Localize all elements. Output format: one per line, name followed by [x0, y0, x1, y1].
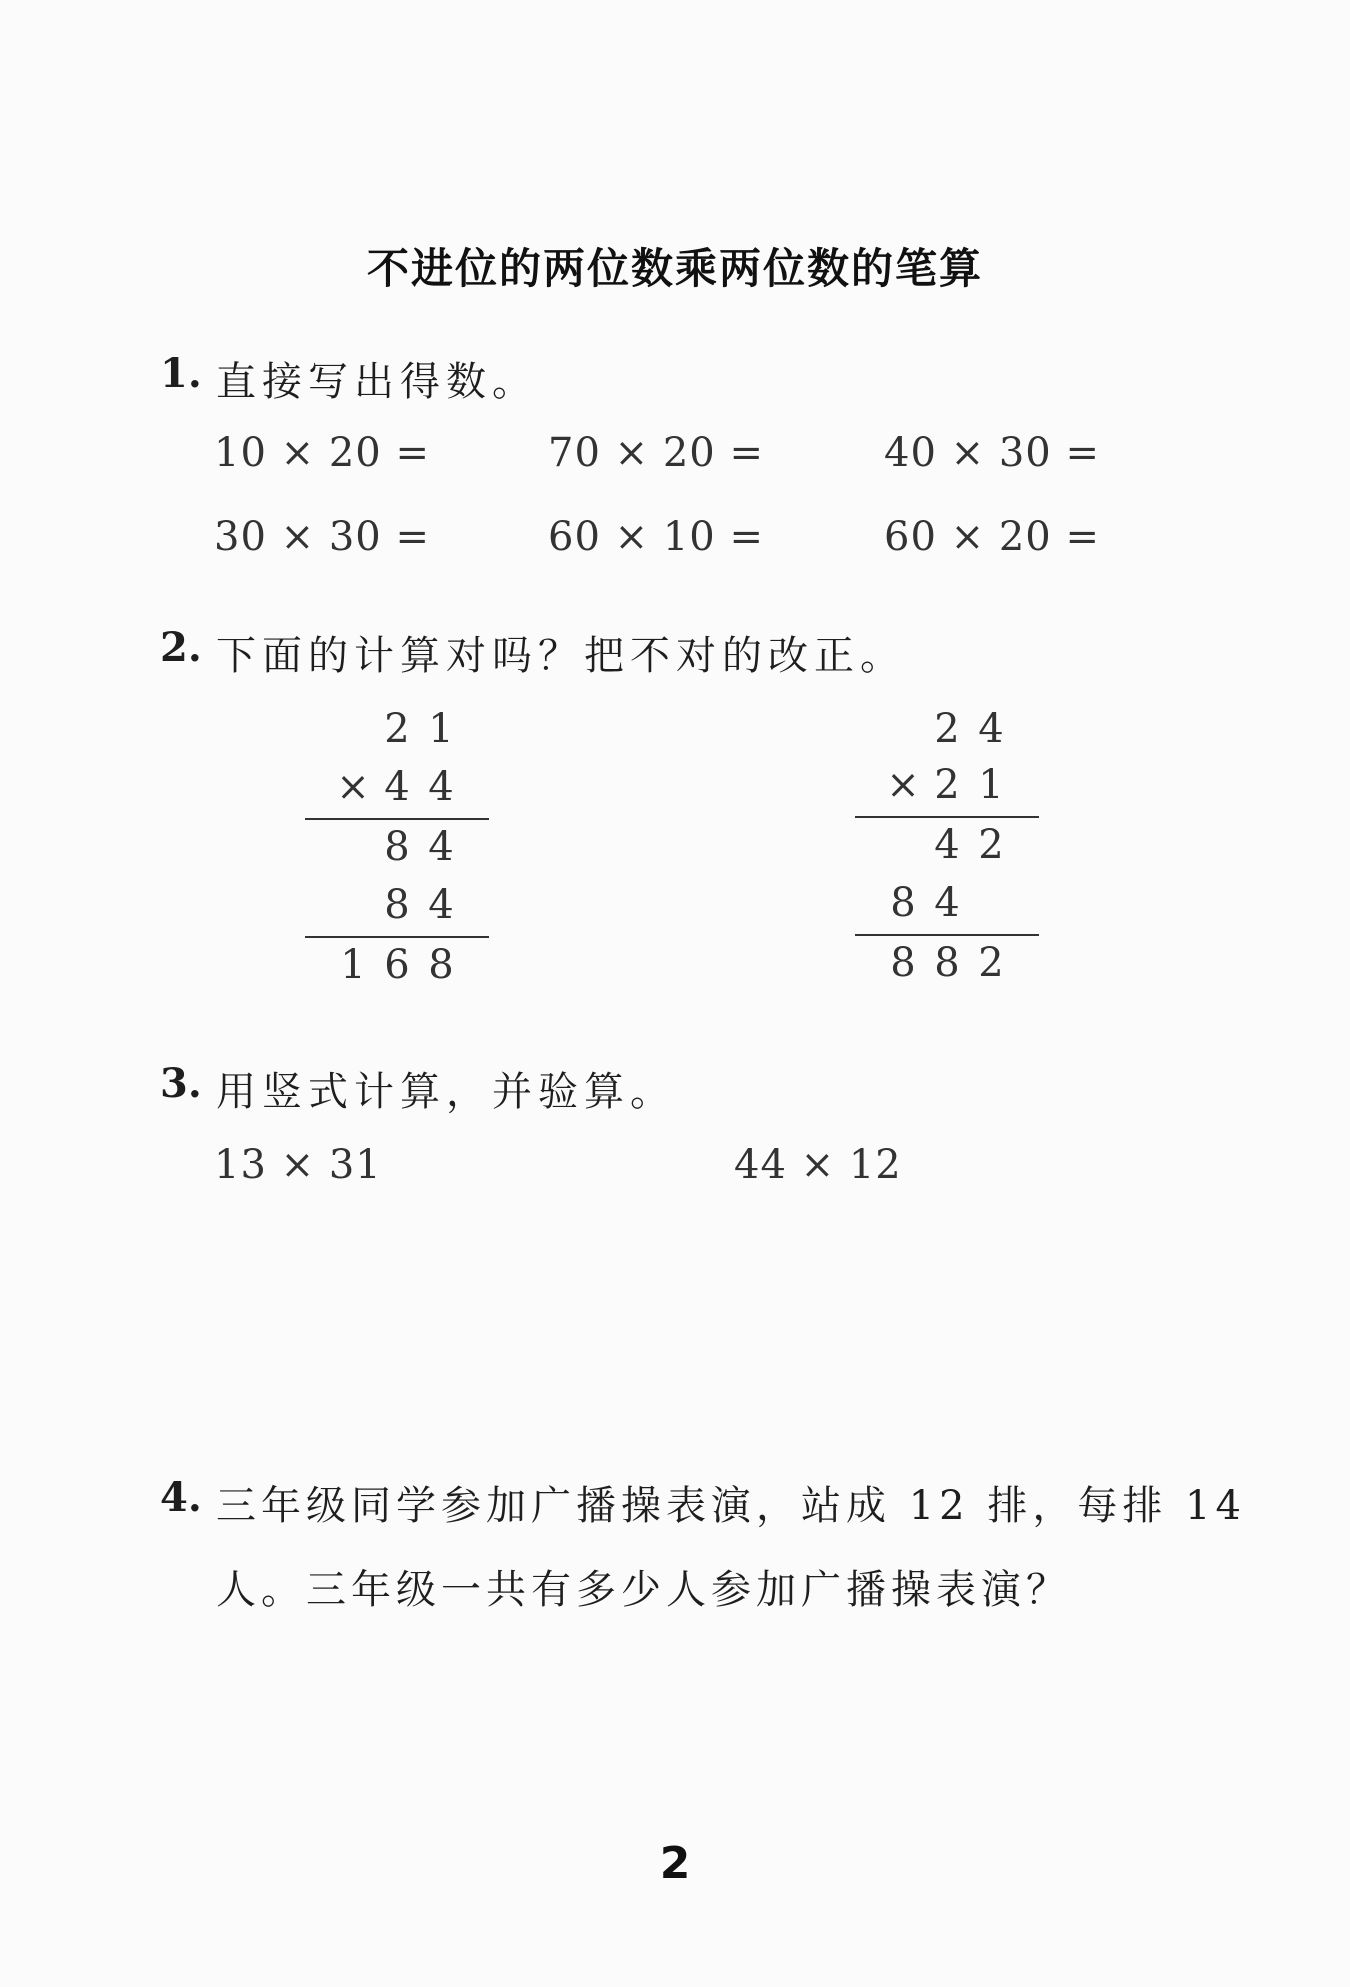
calc-a-digit: 1	[428, 706, 454, 752]
calc-a-rule-2	[305, 936, 489, 938]
question-1-prompt: 直接写出得数。	[216, 359, 538, 405]
calc-b-digit: 2	[934, 706, 960, 752]
question-1-number: 1.	[160, 350, 202, 397]
q1-expression-3: 40 × 30 =	[884, 430, 1100, 476]
calc-a-multiplicand-row	[305, 706, 495, 756]
calc-a-multiplier-row	[305, 764, 495, 814]
calc-a-digit: 4	[428, 764, 454, 810]
calc-b-digit: 2	[978, 940, 1004, 986]
calc-a-partial1-row	[305, 824, 495, 874]
calc-a-partial2-row	[305, 882, 495, 932]
times-sign: ×	[336, 764, 370, 810]
calc-b-rule-2	[855, 934, 1039, 936]
q1-expression-1: 10 × 20 =	[214, 430, 430, 476]
page-number: 2	[659, 1838, 691, 1889]
question-2-prompt: 下面的计算对吗？把不对的改正。	[216, 633, 906, 679]
calc-b-multiplier-row	[855, 762, 1045, 812]
calc-a-digit: 8	[384, 824, 410, 870]
calc-b-multiplicand-row	[855, 706, 1045, 756]
calc-b-digit: 4	[934, 822, 960, 868]
q3-expression-2: 44 × 12	[734, 1142, 902, 1188]
calc-a-digit: 2	[384, 706, 410, 752]
question-2-number: 2.	[160, 624, 202, 671]
calc-a-digit: 8	[384, 882, 410, 928]
calc-b-partial2-row	[855, 880, 1045, 930]
calc-b-digit: 4	[934, 880, 960, 926]
calc-a-digit: 4	[384, 764, 410, 810]
calc-b-digit: 1	[978, 762, 1004, 808]
calc-b-rule-1	[855, 816, 1039, 818]
calc-a-result-row	[305, 942, 495, 992]
question-4-line-1: 三年级同学参加广播操表演，站成 12 排，每排 14	[216, 1483, 1246, 1529]
q1-expression-5: 60 × 10 =	[548, 514, 764, 560]
calc-b-digit: 2	[934, 762, 960, 808]
q1-expression-4: 30 × 30 =	[214, 514, 430, 560]
calc-b-digit: 8	[934, 940, 960, 986]
calc-b-digit: 2	[978, 822, 1004, 868]
calc-b-result-row	[855, 940, 1045, 990]
question-4-line-2: 人。三年级一共有多少人参加广播操表演？	[216, 1567, 1071, 1613]
question-4-number: 4.	[160, 1474, 202, 1521]
calc-a-digit: 8	[428, 942, 454, 988]
calc-b-digit: 4	[978, 706, 1004, 752]
calc-a-digit: 6	[384, 942, 410, 988]
calc-b-digit: 8	[890, 880, 916, 926]
calc-a-digit: 4	[428, 824, 454, 870]
calc-b-digit: 8	[890, 940, 916, 986]
q1-expression-6: 60 × 20 =	[884, 514, 1100, 560]
q1-expression-2: 70 × 20 =	[548, 430, 764, 476]
question-3-prompt: 用竖式计算，并验算。	[216, 1069, 676, 1115]
calc-b-partial1-row	[855, 822, 1045, 872]
calc-a-digit: 1	[340, 942, 366, 988]
calc-a-digit: 4	[428, 882, 454, 928]
page-title: 不进位的两位数乘两位数的笔算	[366, 244, 983, 293]
q3-expression-1: 13 × 31	[214, 1142, 382, 1188]
times-sign: ×	[886, 762, 920, 808]
question-3-number: 3.	[160, 1060, 202, 1107]
calc-a-rule-1	[305, 818, 489, 820]
